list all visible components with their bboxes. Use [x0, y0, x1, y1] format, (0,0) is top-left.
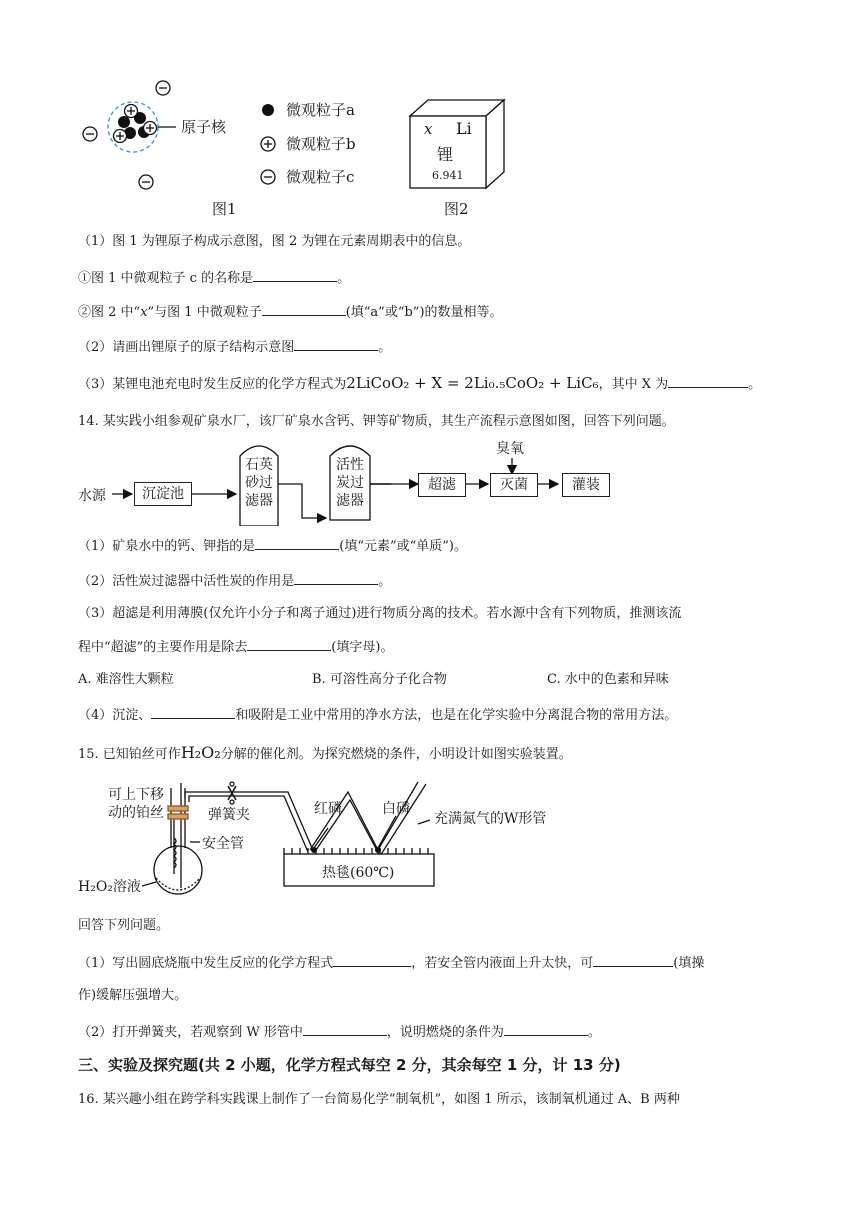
q14-option-c-text: C. 水中的色素和异味: [547, 672, 669, 687]
figure-1: [78, 70, 408, 220]
flow-source: 水源: [78, 488, 106, 504]
flow-filter1: [240, 456, 278, 510]
apparatus-figure: [78, 778, 598, 898]
q16-stem-text: 16. 某兴趣小组在跨学科实践课上制作了一台简易化学“制氧机”，如图 1 所示，该制氧机通过 A、B 两种: [78, 1092, 680, 1107]
answer-blank[interactable]: [668, 373, 748, 388]
q13-part3-end: 。: [748, 377, 762, 392]
flow-diagram: [78, 436, 638, 526]
atom-diagram: [78, 70, 408, 220]
q14-option-c[interactable]: [547, 670, 669, 690]
q15-part1-end: (填操: [673, 956, 705, 971]
q15-part1b: [78, 986, 187, 1006]
element-mass: 6.941: [432, 169, 464, 182]
q15-intro-text: 回答下列问题。: [78, 918, 170, 933]
q13-part2-end: 。: [378, 340, 392, 355]
label-w-tube: 充满氮气的W形管: [434, 811, 547, 827]
q14-stem: [78, 412, 675, 432]
q14-part2-text: （2）活性炭过滤器中活性炭的作用是: [78, 574, 295, 589]
answer-blank[interactable]: [303, 1021, 387, 1036]
answer-blank[interactable]: [504, 1021, 588, 1036]
flow-ozone: 臭氧: [496, 441, 524, 457]
q14-option-a[interactable]: [78, 670, 174, 690]
flow-sterilize-label: 灭菌: [500, 477, 528, 493]
label-red-phosphorus: 红磷: [314, 801, 342, 817]
q15-stem-end: 分解的催化剂。为探究燃烧的条件，小明设计如图实验装置。: [220, 747, 572, 762]
q13-part2-text: （2）请画出锂原子的原子结构示意图: [78, 340, 295, 355]
answer-blank[interactable]: [255, 535, 339, 550]
q14-part1-end: (填“元素”或“单质”)。: [339, 539, 468, 554]
label-white-phosphorus: 白磷: [382, 801, 410, 817]
q14-part3-text: （3）超滤是利用薄膜(仅允许小分子和离子通过)进行物质分离的技术。若水源中含有下列物质，推测该流: [78, 606, 682, 621]
element-name: 锂: [437, 145, 454, 164]
q15-part1: [78, 952, 704, 974]
q14-part4-pre: （4）沉淀、: [78, 708, 152, 723]
q13-part1b-pre: ②图 2 中“: [78, 305, 141, 320]
element-atomic-number: x: [424, 120, 433, 138]
q14-part2-end: 。: [378, 574, 392, 589]
label-spring-clamp: 弹簧夹: [208, 807, 250, 823]
element-symbol: Li: [456, 119, 472, 138]
q13-part3: [78, 373, 761, 395]
answer-blank[interactable]: [262, 301, 346, 316]
q15-part2-end: 。: [587, 1025, 601, 1040]
q13-part1b: [78, 301, 503, 323]
q13-part3-equation: 2LiCoO₂ + X = 2Li₀.₅CoO₂ + LiC₆: [346, 374, 599, 392]
q13-part1b-end: (填“a”或“b”)的数量相等。: [345, 305, 503, 320]
answer-blank[interactable]: [151, 704, 235, 719]
q13-part1b-x: x: [140, 305, 148, 320]
figure-2-caption: 图2: [444, 200, 469, 218]
flow-fill-label: 灌装: [572, 477, 600, 493]
q14-part1: [78, 535, 467, 557]
q13-part1a: [78, 267, 350, 289]
section-heading: [78, 1055, 621, 1075]
q14-part3b-text: 程中“超滤”的主要作用是除去: [78, 640, 248, 655]
legend-a: 微观粒子a: [286, 101, 355, 119]
q14-part2: [78, 570, 391, 592]
element-cell-cube: [406, 98, 516, 198]
q14-option-a-text: A. 难溶性大颗粒: [78, 672, 174, 687]
legend-c: 微观粒子c: [286, 168, 355, 186]
q15-part1-text: （1）写出圆底烧瓶中发生反应的化学方程式: [78, 956, 334, 971]
answer-blank[interactable]: [253, 267, 337, 282]
q13-part1a-end: 。: [337, 271, 351, 286]
q13-part3-mid: ，其中 X 为: [598, 377, 669, 392]
q14-stem-text: 14. 某实践小组参观矿泉水厂，该厂矿泉水含钙、钾等矿物质，其生产流程示意图如图，回答下列问题。: [78, 414, 675, 429]
q15-part2-text: （2）打开弹簧夹，若观察到 W 形管中: [78, 1025, 303, 1040]
q14-part3: [78, 604, 681, 624]
q16-stem: [78, 1090, 680, 1110]
legend-b: 微观粒子b: [286, 135, 356, 153]
flow-filter2-label: 活性炭过滤器: [336, 457, 364, 509]
answer-blank[interactable]: [294, 336, 378, 351]
answer-blank[interactable]: [247, 636, 331, 651]
flow-tank-label: 沉淀池: [142, 486, 184, 502]
q13-part1-text: （1）图 1 为锂原子构成示意图，图 2 为锂在元素周期表中的信息。: [78, 234, 471, 249]
q14-option-b-text: B. 可溶性高分子化合物: [312, 672, 447, 687]
label-movable-wire-text: 可上下移动的铂丝: [108, 787, 164, 821]
q14-part4-end: 和吸附是工业中常用的净水方法，也是在化学实验中分离混合物的常用方法。: [235, 708, 678, 723]
answer-blank[interactable]: [593, 952, 673, 967]
flow-uf-label: 超滤: [428, 477, 456, 493]
q14-part3b-end: (填字母)。: [331, 640, 394, 655]
q15-stem: [78, 743, 572, 765]
flow-filling: [562, 473, 610, 497]
q15-intro: [78, 916, 169, 936]
flow-filter1-label: 石英砂过滤器: [245, 457, 273, 509]
q15-stem-pre: 15. 已知铂丝可作: [78, 747, 181, 762]
label-movable-wire: [108, 786, 168, 822]
q13-part1: [78, 232, 470, 252]
section-heading-text: 三、实验及探究题(共 2 小题，化学方程式每空 2 分，其余每空 1 分，计 13 分): [78, 1056, 621, 1074]
q14-part1-text: （1）矿泉水中的钙、钾指的是: [78, 539, 256, 554]
label-safety-tube: 安全管: [202, 836, 244, 852]
q13-part3-pre: （3）某锂电池充电时发生反应的化学方程式为: [78, 377, 347, 392]
flow-filter2: [330, 456, 370, 510]
flow-tank: [134, 482, 192, 506]
q15-part2-mid: ，说明燃烧的条件为: [386, 1025, 504, 1040]
flow-ultrafiltration: [418, 473, 466, 497]
label-h2o2-solution: H₂O₂溶液: [78, 879, 141, 895]
flow-sterilize: [490, 473, 538, 497]
q14-part3b: [78, 636, 393, 658]
q15-part1b-text: 作)缓解压强增大。: [78, 988, 188, 1003]
q15-part1-mid: ，若安全管内液面上升太快，可: [411, 956, 594, 971]
q14-option-b[interactable]: [312, 670, 447, 690]
answer-blank[interactable]: [294, 570, 378, 585]
q13-part2: [78, 336, 391, 358]
answer-blank[interactable]: [333, 952, 411, 967]
q13-part1a-text: ①图 1 中微观粒子 c 的名称是: [78, 271, 254, 286]
q15-part2: [78, 1021, 601, 1043]
figure-1-caption: 图1: [212, 200, 237, 218]
q14-part4: [78, 704, 677, 726]
nucleus-label: 原子核: [181, 118, 227, 136]
q13-part1b-mid: ”与图 1 中微观粒子: [147, 305, 262, 320]
label-heat-blanket: 热毯(60℃): [322, 865, 395, 881]
figure-2: [406, 98, 516, 218]
q15-stem-formula: H₂O₂: [180, 743, 221, 762]
